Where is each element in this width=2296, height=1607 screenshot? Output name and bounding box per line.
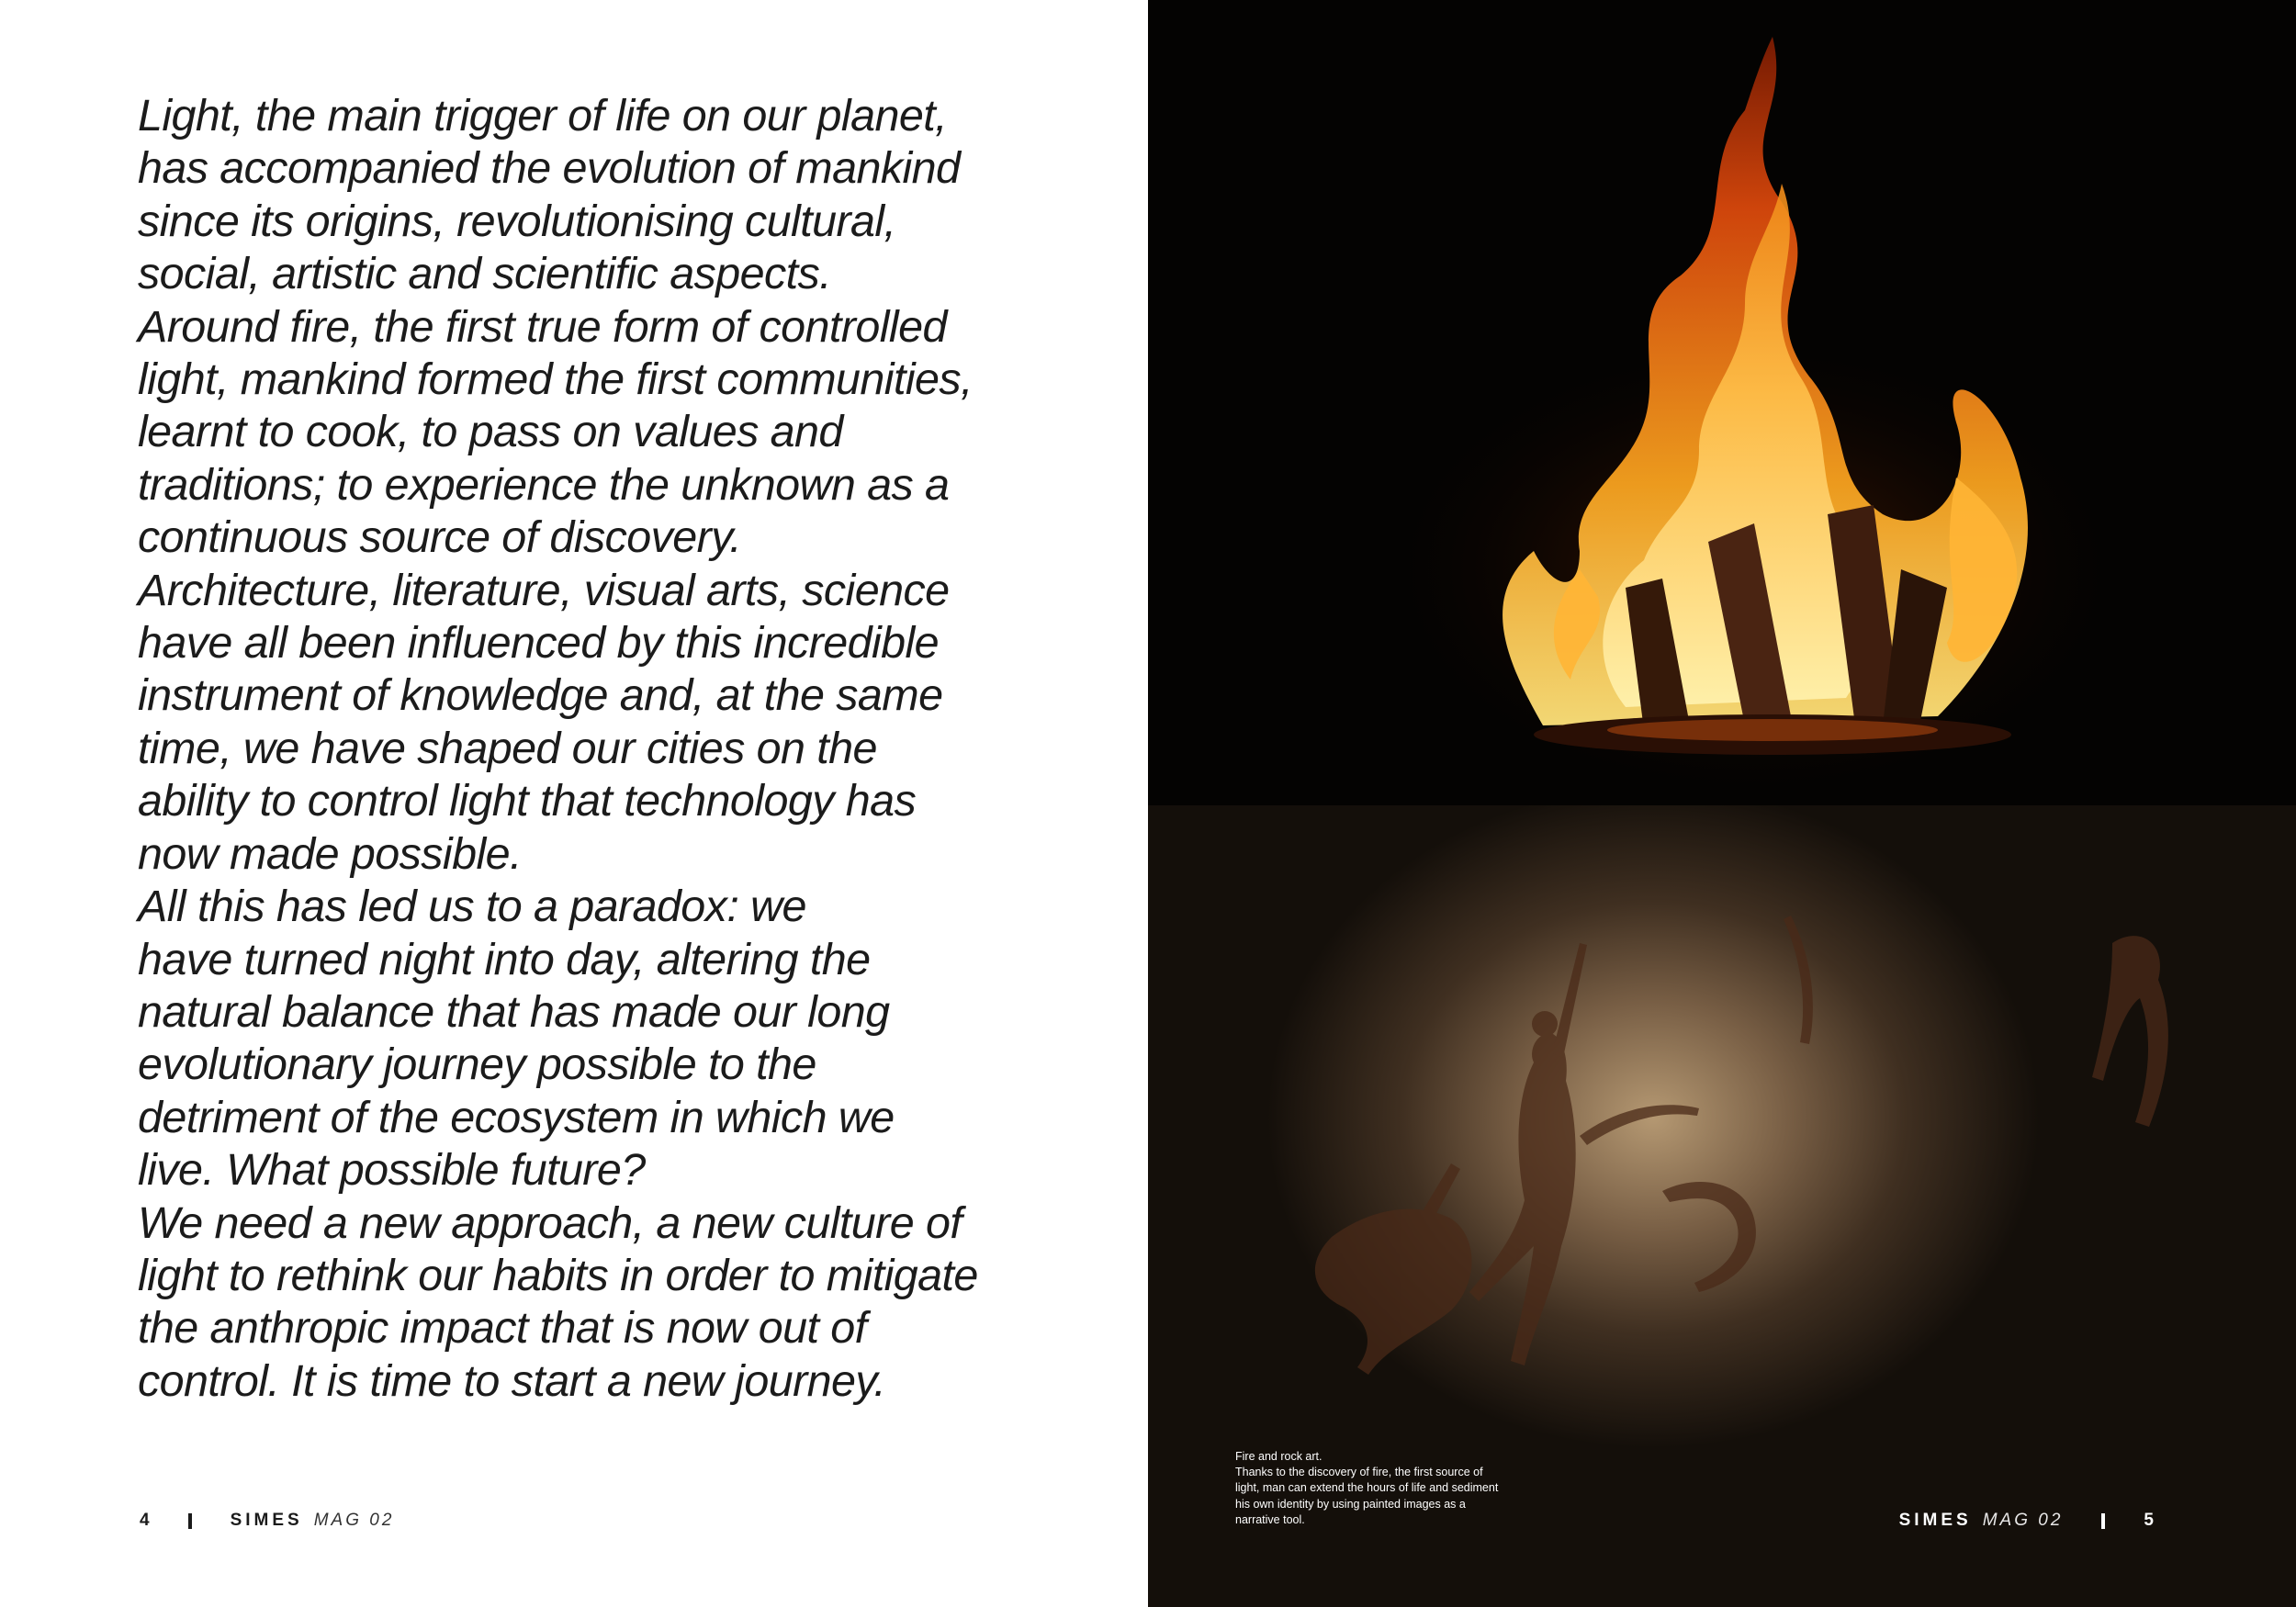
body-line: control. It is time to start a new journey.: [138, 1355, 886, 1406]
body-line: now made possible.: [138, 828, 522, 879]
body-line: All this has led us to a paradox: we: [138, 882, 806, 932]
caption-line: light, man can extend the hours of life and sediment: [1235, 1481, 1499, 1495]
body-line: learnt to cook, to pass on values and: [138, 407, 843, 457]
photo-caption: [1235, 1449, 1548, 1528]
body-line: social, artistic and scientific aspects.: [138, 249, 832, 299]
issue-label: MAG 02: [1982, 1511, 2064, 1530]
body-line: evolutionary journey possible to the: [138, 1039, 816, 1090]
body-line: have all been influenced by this incredible: [138, 618, 940, 669]
body-line: instrument of knowledge and, at the same: [138, 670, 943, 721]
body-line: has accompanied the evolution of mankind: [138, 143, 961, 194]
footer-separator: [188, 1513, 192, 1529]
brand-name: SIMES: [230, 1511, 303, 1530]
campfire-photo: [1148, 0, 2296, 805]
body-line: natural balance that has made our long: [138, 986, 890, 1037]
body-line: detriment of the ecosystem in which we: [138, 1092, 895, 1142]
body-line: We need a new approach, a new culture of: [138, 1197, 962, 1248]
body-line: live. What possible future?: [138, 1145, 646, 1196]
body-line: time, we have shaped our cities on the: [138, 723, 877, 773]
footer-left: [140, 1510, 394, 1532]
body-line: continuous source of discovery.: [138, 512, 742, 563]
body-line: the anthropic impact that is now out of: [138, 1303, 867, 1354]
page-number: 4: [140, 1511, 150, 1530]
body-line: traditions; to experience the unknown as a: [138, 459, 950, 510]
issue-label: MAG 02: [313, 1511, 395, 1530]
body-line: Around fire, the first true form of controlled: [138, 301, 947, 352]
brand-name: SIMES: [1898, 1511, 1972, 1530]
body-line: light, mankind formed the first communities,: [138, 354, 973, 405]
page-number: 5: [2144, 1511, 2154, 1530]
footer-right: [1899, 1510, 2154, 1532]
caption-line: narrative tool.: [1235, 1512, 1305, 1526]
caption-title: Fire and rock art.: [1235, 1450, 1322, 1463]
body-line: ability to control light that technology has: [138, 776, 917, 826]
body-line: Architecture, literature, visual arts, science: [138, 565, 950, 615]
right-page: [1148, 0, 2296, 1607]
body-line: since its origins, revolutionising cultural,: [138, 196, 896, 246]
caption-line: his own identity by using painted images as a: [1235, 1497, 1466, 1511]
body-text: [138, 90, 1056, 1408]
footer-separator: [2101, 1513, 2105, 1529]
caption-line: Thanks to the discovery of fire, the first source of: [1235, 1466, 1483, 1479]
body-line: light to rethink our habits in order to mitigate: [138, 1250, 978, 1300]
body-line: Light, the main trigger of life on our planet,: [138, 91, 947, 140]
body-line: have turned night into day, altering the: [138, 934, 871, 984]
campfire-icon: [1148, 0, 2296, 805]
